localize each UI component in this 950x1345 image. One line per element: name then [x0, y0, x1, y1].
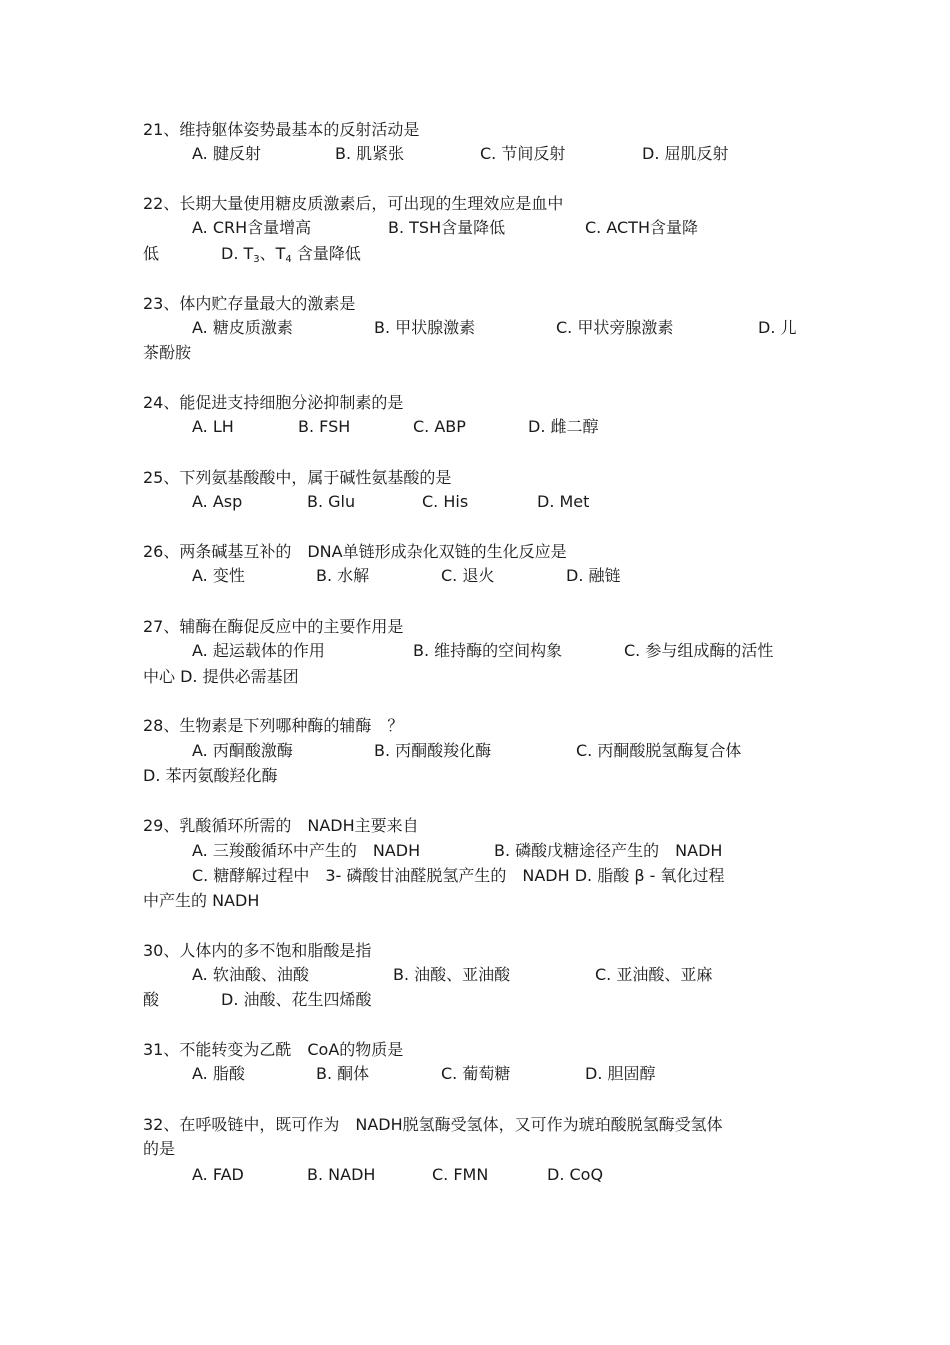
option-b: B. 维持酶的空间构象 — [413, 641, 563, 660]
option-a: A. 变性 — [192, 566, 245, 585]
option-b: B. 肌紧张 — [335, 144, 405, 163]
question-23-options — [0, 316, 950, 340]
option-a: A. 糖皮质激素 — [192, 318, 293, 337]
option-b: B. TSH含量降低 — [388, 218, 506, 237]
option-c: C. 葡萄糖 — [441, 1064, 511, 1083]
option-a: A. LH — [192, 417, 234, 436]
question-31-stem: 31、不能转变为乙酰 CoA的物质是 — [143, 1040, 404, 1059]
option-a: A. 脂酸 — [192, 1064, 245, 1083]
question-21-options — [0, 142, 950, 166]
question-29-options — [0, 839, 950, 863]
option-b: B. 磷酸戊糖途径产生的 NADH — [494, 841, 723, 860]
question-32-stem: 32、在呼吸链中，既可作为 NADH脱氢酶受氢体，又可作为琥珀酸脱氢酶受氢体 — [143, 1115, 723, 1134]
option-b: B. Glu — [307, 492, 356, 511]
option-d: D. 屈肌反射 — [642, 144, 729, 163]
option-a: A. CRH含量增高 — [192, 218, 312, 237]
option-d: D. T3、T4 含量降低 — [221, 244, 361, 265]
question-29-stem: 29、乳酸循环所需的 NADH主要来自 — [143, 816, 419, 835]
option-c: C. ACTH含量降 — [585, 218, 698, 237]
question-30-options — [0, 963, 950, 987]
question-23-wrap: 茶酚胺 — [143, 343, 192, 362]
option-b: B. 酮体 — [316, 1064, 370, 1083]
option-c: C. 亚油酸、亚麻 — [595, 965, 713, 984]
option-c: C. 退火 — [441, 566, 495, 585]
question-26-stem: 26、两条碱基互补的 DNA单链形成杂化双链的生化反应是 — [143, 542, 567, 561]
question-32-stem-wrap: 的是 — [143, 1139, 176, 1158]
wrap-text: 低 — [143, 244, 160, 263]
option-b: B. 水解 — [316, 566, 370, 585]
option-c: C. His — [422, 492, 469, 511]
option-a: A. 腱反射 — [192, 144, 261, 163]
option-d: D. 雌二醇 — [528, 417, 599, 436]
question-31-options — [0, 1062, 950, 1086]
option-b: B. 丙酮酸羧化酶 — [374, 741, 492, 760]
question-27-options — [0, 639, 950, 663]
option-d: D. CoQ — [547, 1165, 604, 1184]
question-28-options — [0, 739, 950, 763]
option-b: B. FSH — [298, 417, 351, 436]
question-24-stem: 24、能促进支持细胞分泌抑制素的是 — [143, 393, 404, 412]
option-a: A. 丙酮酸激酶 — [192, 741, 293, 760]
question-29-options-line2: C. 糖酵解过程中 3- 磷酸甘油醛脱氢产生的 NADH D. 脂酸 β - 氧化过程 — [192, 866, 725, 885]
option-d: D. Met — [537, 492, 590, 511]
option-c: C. 甲状旁腺激素 — [556, 318, 674, 337]
option-a: A. 软油酸、油酸 — [192, 965, 309, 984]
option-d: D. 胆固醇 — [585, 1064, 656, 1083]
question-27-stem: 27、辅酶在酶促反应中的主要作用是 — [143, 617, 404, 636]
question-32-options — [0, 1163, 950, 1187]
option-c: C. 节间反射 — [480, 144, 566, 163]
question-21-stem: 21、维持躯体姿势最基本的反射活动是 — [143, 120, 420, 139]
option-c: C. 丙酮酸脱氢酶复合体 — [576, 741, 742, 760]
question-24-options — [0, 415, 950, 439]
question-30-stem: 30、人体内的多不饱和脂酸是指 — [143, 941, 372, 960]
question-23-stem: 23、体内贮存量最大的激素是 — [143, 294, 356, 313]
question-22-options — [0, 216, 950, 240]
option-b: B. 油酸、亚油酸 — [393, 965, 511, 984]
option-c: C. 参与组成酶的活性 — [624, 641, 774, 660]
wrap-text: 酸 — [143, 990, 160, 1009]
option-d: D. 融链 — [566, 566, 621, 585]
option-d: D. 油酸、花生四烯酸 — [221, 990, 372, 1009]
option-c: C. ABP — [413, 417, 466, 436]
option-a: A. Asp — [192, 492, 243, 511]
question-25-stem: 25、下列氨基酸酸中，属于碱性氨基酸的是 — [143, 468, 452, 487]
question-29-wrap: 中产生的 NADH — [143, 891, 260, 910]
option-a: A. 三羧酸循环中产生的 NADH — [192, 841, 421, 860]
question-26-options — [0, 564, 950, 588]
question-25-options — [0, 490, 950, 514]
question-28-stem: 28、生物素是下列哪种酶的辅酶 ？ — [143, 716, 404, 735]
question-30-wrap — [0, 988, 950, 1012]
question-22-options-wrap — [0, 242, 950, 266]
question-27-wrap: 中心 D. 提供必需基团 — [143, 667, 299, 686]
option-b: B. NADH — [307, 1165, 376, 1184]
option-b: B. 甲状腺激素 — [374, 318, 476, 337]
option-a: A. FAD — [192, 1165, 244, 1184]
option-c: C. FMN — [432, 1165, 489, 1184]
question-22-stem: 22、长期大量使用糖皮质激素后，可出现的生理效应是血中 — [143, 194, 564, 213]
option-a: A. 起运载体的作用 — [192, 641, 325, 660]
question-28-wrap: D. 苯丙氨酸羟化酶 — [143, 766, 278, 785]
option-d: D. 儿 — [758, 318, 797, 337]
